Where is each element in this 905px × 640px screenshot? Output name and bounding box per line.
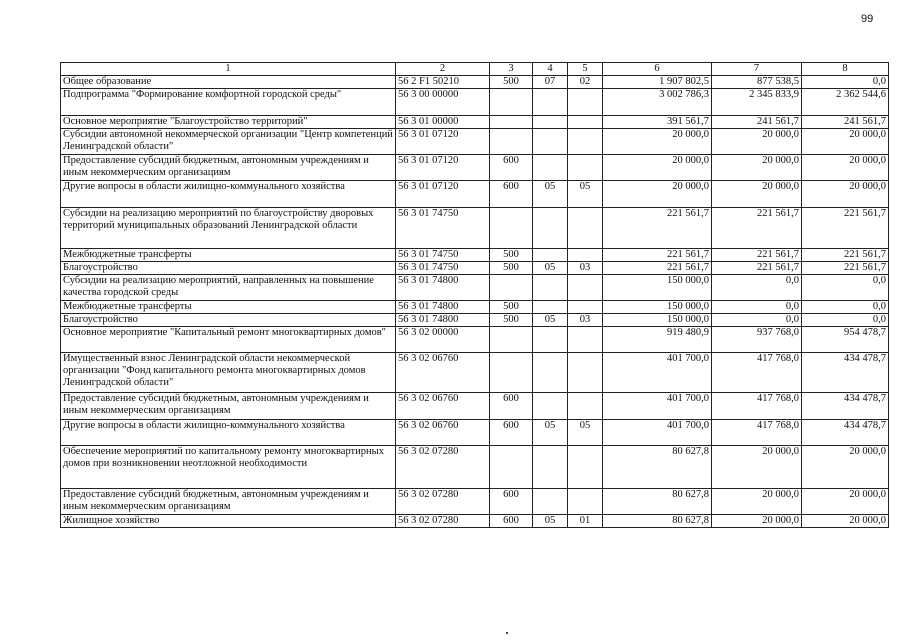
row-col5 — [568, 116, 603, 129]
row-name: Имущественный взнос Ленинградской области некоммерческой организации "Фонд капитального ремонта многоквартирных домов Ленинградской области" — [61, 353, 396, 393]
table-row — [61, 262, 889, 275]
table-row — [61, 489, 889, 515]
row-name: Основное мероприятие "Благоустройство территорий" — [61, 116, 396, 129]
row-col8: 241 561,7 — [802, 116, 889, 129]
row-col5: 03 — [568, 262, 603, 275]
row-col7: 877 538,5 — [712, 76, 802, 89]
row-col7: 2 345 833,9 — [712, 89, 802, 116]
row-col7: 20 000,0 — [712, 446, 802, 489]
row-name: Межбюджетные трансферты — [61, 249, 396, 262]
row-code: 56 3 02 06760 — [396, 393, 490, 420]
row-col6: 391 561,7 — [603, 116, 712, 129]
row-col4 — [533, 446, 568, 489]
row-code: 56 3 01 74800 — [396, 314, 490, 327]
row-name: Межбюджетные трансферты — [61, 301, 396, 314]
row-col5 — [568, 353, 603, 393]
row-col4 — [533, 155, 568, 181]
row-col5: 03 — [568, 314, 603, 327]
row-col5 — [568, 393, 603, 420]
table-row — [61, 301, 889, 314]
row-col8: 0,0 — [802, 76, 889, 89]
row-col8: 0,0 — [802, 301, 889, 314]
row-col3: 600 — [490, 155, 533, 181]
row-col4 — [533, 327, 568, 353]
row-name: Другие вопросы в области жилищно-коммунального хозяйства — [61, 181, 396, 208]
row-col4 — [533, 301, 568, 314]
row-col5: 01 — [568, 515, 603, 528]
row-col4 — [533, 393, 568, 420]
row-col7: 0,0 — [712, 314, 802, 327]
row-col3 — [490, 129, 533, 155]
row-col8: 434 478,7 — [802, 420, 889, 446]
row-name: Другие вопросы в области жилищно-коммунального хозяйства — [61, 420, 396, 446]
row-col6: 80 627,8 — [603, 489, 712, 515]
table-row — [61, 393, 889, 420]
row-col4: 05 — [533, 420, 568, 446]
row-name: Предоставление субсидий бюджетным, автономным учреждениям и иным некоммерческим организациям — [61, 489, 396, 515]
row-name: Предоставление субсидий бюджетным, автономным учреждениям и иным некоммерческим организациям — [61, 155, 396, 181]
row-col4: 05 — [533, 262, 568, 275]
row-col3: 500 — [490, 314, 533, 327]
row-name: Обеспечение мероприятий по капитальному ремонту многоквартирных домов при возникновении неотложной необходимости — [61, 446, 396, 489]
row-col7: 221 561,7 — [712, 208, 802, 249]
table-row — [61, 420, 889, 446]
page-number: 99 — [861, 13, 874, 25]
row-col3: 600 — [490, 515, 533, 528]
row-col8: 20 000,0 — [802, 515, 889, 528]
row-name: Благоустройство — [61, 262, 396, 275]
row-col7: 417 768,0 — [712, 353, 802, 393]
row-name: Субсидии автономной некоммерческой организации "Центр компетенций Ленинградской области" — [61, 129, 396, 155]
row-code: 56 3 01 74750 — [396, 208, 490, 249]
row-col3: 600 — [490, 181, 533, 208]
row-col4 — [533, 208, 568, 249]
row-col3: 600 — [490, 489, 533, 515]
row-col3 — [490, 208, 533, 249]
row-col8: 20 000,0 — [802, 489, 889, 515]
table-row — [61, 327, 889, 353]
row-col4 — [533, 275, 568, 301]
table-header-row — [61, 63, 889, 76]
row-col8: 20 000,0 — [802, 155, 889, 181]
row-col6: 80 627,8 — [603, 515, 712, 528]
row-col3 — [490, 116, 533, 129]
row-col6: 221 561,7 — [603, 249, 712, 262]
table-row — [61, 155, 889, 181]
row-col7: 20 000,0 — [712, 155, 802, 181]
row-code: 56 3 01 74800 — [396, 275, 490, 301]
row-code: 56 3 01 74800 — [396, 301, 490, 314]
row-col3 — [490, 446, 533, 489]
row-code: 56 3 02 07280 — [396, 489, 490, 515]
row-col6: 3 002 786,3 — [603, 89, 712, 116]
row-col7: 937 768,0 — [712, 327, 802, 353]
row-code: 56 3 01 74750 — [396, 249, 490, 262]
row-col5 — [568, 89, 603, 116]
row-col6: 20 000,0 — [603, 129, 712, 155]
row-col5 — [568, 249, 603, 262]
row-col8: 0,0 — [802, 275, 889, 301]
row-col7: 20 000,0 — [712, 489, 802, 515]
row-name: Жилищное хозяйство — [61, 515, 396, 528]
row-col4 — [533, 129, 568, 155]
row-name: Основное мероприятие "Капитальный ремонт многоквартирных домов" — [61, 327, 396, 353]
row-col5: 05 — [568, 420, 603, 446]
row-col3 — [490, 327, 533, 353]
row-col7: 417 768,0 — [712, 420, 802, 446]
row-col7: 221 561,7 — [712, 249, 802, 262]
row-col4: 05 — [533, 181, 568, 208]
row-col4: 05 — [533, 515, 568, 528]
table-row — [61, 275, 889, 301]
row-col8: 20 000,0 — [802, 181, 889, 208]
table-row — [61, 515, 889, 528]
row-col8: 20 000,0 — [802, 446, 889, 489]
row-code: 56 3 02 06760 — [396, 353, 490, 393]
row-code: 56 3 00 00000 — [396, 89, 490, 116]
row-col6: 401 700,0 — [603, 353, 712, 393]
table-row — [61, 181, 889, 208]
row-code: 56 3 01 74750 — [396, 262, 490, 275]
row-col5: 05 — [568, 181, 603, 208]
column-header: 6 — [603, 63, 712, 76]
row-col6: 20 000,0 — [603, 155, 712, 181]
row-col6: 221 561,7 — [603, 262, 712, 275]
table-row — [61, 129, 889, 155]
row-col6: 150 000,0 — [603, 301, 712, 314]
row-code: 56 3 02 07280 — [396, 515, 490, 528]
row-col4 — [533, 89, 568, 116]
row-col7: 221 561,7 — [712, 262, 802, 275]
row-col6: 150 000,0 — [603, 314, 712, 327]
budget-table — [60, 62, 889, 528]
row-code: 56 3 02 07280 — [396, 446, 490, 489]
row-col8: 221 561,7 — [802, 208, 889, 249]
row-col6: 221 561,7 — [603, 208, 712, 249]
column-header: 1 — [61, 63, 396, 76]
row-col3: 500 — [490, 76, 533, 89]
row-col8: 221 561,7 — [802, 262, 889, 275]
row-col5 — [568, 129, 603, 155]
row-code: 56 3 01 07120 — [396, 155, 490, 181]
row-col3: 500 — [490, 249, 533, 262]
row-col6: 20 000,0 — [603, 181, 712, 208]
row-col4 — [533, 489, 568, 515]
row-col5 — [568, 489, 603, 515]
row-col7: 0,0 — [712, 301, 802, 314]
column-header: 2 — [396, 63, 490, 76]
row-name: Предоставление субсидий бюджетным, автономным учреждениям и иным некоммерческим организациям — [61, 393, 396, 420]
row-name: Общее образование — [61, 76, 396, 89]
row-name: Благоустройство — [61, 314, 396, 327]
table-row — [61, 116, 889, 129]
row-col3: 600 — [490, 420, 533, 446]
row-col8: 434 478,7 — [802, 353, 889, 393]
row-code: 56 3 02 06760 — [396, 420, 490, 446]
row-code: 56 3 02 00000 — [396, 327, 490, 353]
row-col5 — [568, 446, 603, 489]
table-row — [61, 208, 889, 249]
column-header: 4 — [533, 63, 568, 76]
row-col6: 1 907 802,5 — [603, 76, 712, 89]
row-col8: 2 362 544,6 — [802, 89, 889, 116]
row-code: 56 3 01 00000 — [396, 116, 490, 129]
row-col3 — [490, 89, 533, 116]
row-name: Субсидии на реализацию мероприятий по благоустройству дворовых территорий муниципальных образований Ленинградской области — [61, 208, 396, 249]
row-col6: 401 700,0 — [603, 420, 712, 446]
row-col3 — [490, 353, 533, 393]
row-col7: 20 000,0 — [712, 129, 802, 155]
row-col3 — [490, 275, 533, 301]
table-row — [61, 249, 889, 262]
row-col4: 07 — [533, 76, 568, 89]
column-header: 5 — [568, 63, 603, 76]
row-code: 56 3 01 07120 — [396, 129, 490, 155]
column-header: 3 — [490, 63, 533, 76]
row-col8: 954 478,7 — [802, 327, 889, 353]
row-col6: 150 000,0 — [603, 275, 712, 301]
scan-dot — [506, 632, 508, 634]
row-code: 56 2 F1 50210 — [396, 76, 490, 89]
row-col5 — [568, 155, 603, 181]
row-col8: 221 561,7 — [802, 249, 889, 262]
row-col7: 20 000,0 — [712, 181, 802, 208]
row-col4 — [533, 116, 568, 129]
row-col4 — [533, 249, 568, 262]
row-col3: 500 — [490, 262, 533, 275]
table-row — [61, 353, 889, 393]
row-col5 — [568, 275, 603, 301]
row-col5: 02 — [568, 76, 603, 89]
row-col6: 80 627,8 — [603, 446, 712, 489]
row-col5 — [568, 208, 603, 249]
row-col7: 0,0 — [712, 275, 802, 301]
row-col8: 434 478,7 — [802, 393, 889, 420]
row-col7: 20 000,0 — [712, 515, 802, 528]
row-name: Субсидии на реализацию мероприятий, направленных на повышение качества городской среды — [61, 275, 396, 301]
column-header: 7 — [712, 63, 802, 76]
column-header: 8 — [802, 63, 889, 76]
row-col3: 500 — [490, 301, 533, 314]
row-col3: 600 — [490, 393, 533, 420]
row-name: Подпрограмма "Формирование комфортной городской среды" — [61, 89, 396, 116]
row-col5 — [568, 301, 603, 314]
row-col7: 241 561,7 — [712, 116, 802, 129]
row-col6: 919 480,9 — [603, 327, 712, 353]
row-col4 — [533, 353, 568, 393]
row-col8: 0,0 — [802, 314, 889, 327]
row-col6: 401 700,0 — [603, 393, 712, 420]
row-col7: 417 768,0 — [712, 393, 802, 420]
table-row — [61, 76, 889, 89]
row-col4: 05 — [533, 314, 568, 327]
table-row — [61, 446, 889, 489]
table-row — [61, 314, 889, 327]
row-code: 56 3 01 07120 — [396, 181, 490, 208]
row-col8: 20 000,0 — [802, 129, 889, 155]
row-col5 — [568, 327, 603, 353]
table-row — [61, 89, 889, 116]
